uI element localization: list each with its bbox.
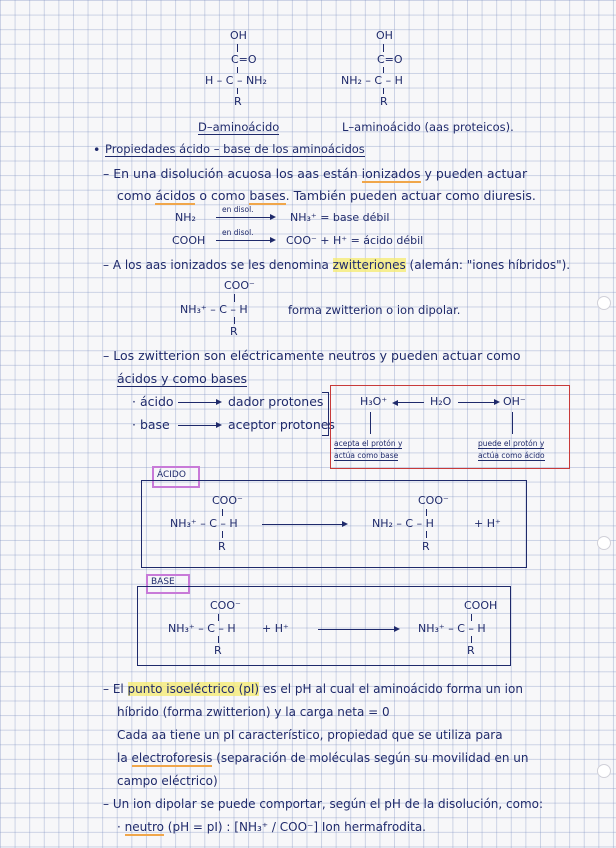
base-right-mid: NH₃⁺ – C – H (418, 622, 486, 635)
bond (237, 88, 238, 94)
para2-zwitteriones: zwitteriones (332, 258, 406, 272)
d-label: D–aminoácido (198, 120, 280, 134)
zw-caption: forma zwitterion o ion dipolar. (288, 303, 461, 317)
d-co: C=O (231, 53, 257, 66)
acid-tag: ÁCIDO (157, 470, 186, 480)
base-left-r: R (214, 644, 222, 657)
l-oh: OH (376, 29, 393, 42)
d-mid: H – C – NH₂ (205, 74, 267, 87)
bond (218, 614, 219, 621)
base-plus: + H⁺ (262, 622, 289, 635)
bullet-base-label: · base (132, 417, 170, 432)
bullet-acido-desc: dador protones (228, 394, 324, 409)
l-mid: NH₂ – C – H (341, 74, 403, 87)
para1-line1-pre: – En una disolución acuosa los aas están (103, 166, 362, 181)
para4-line2: híbrido (forma zwitterion) y la carga neta = 0 (117, 705, 390, 719)
para4-line4 (117, 752, 529, 764)
acid-right-mid: NH₂ – C – H (372, 517, 434, 530)
para1-line2-post: . También pueden actuar como diuresis. (285, 188, 536, 203)
water-left-note-1: acepta el protón y (334, 439, 403, 448)
bond (234, 294, 235, 302)
acid-right-coo: COO⁻ (418, 494, 449, 507)
para3-line1: – Los zwitterion son eléctricamente neutros y pueden actuar como (103, 348, 521, 363)
acid-left-mid: NH₃⁺ – C – H (170, 517, 238, 530)
eq2-arrow-label: en disol. (222, 228, 254, 237)
base-tag: BASE (151, 577, 175, 587)
water-oh: OH⁻ (503, 395, 526, 408)
water-down-right (512, 412, 513, 434)
d-oh: OH (230, 29, 247, 42)
para1-line1-post: y pueden actuar (420, 166, 528, 181)
para2-pre: – A los aas ionizados se les denomina (103, 258, 333, 272)
zw-coo: COO⁻ (224, 279, 255, 292)
bullet-base-desc: aceptor protones (228, 417, 335, 432)
section-title: Propiedades ácido – base de los aminoácidos (105, 142, 365, 156)
para5-line2-post: (pH = pI) : [NH₃⁺ / COO⁻] Ion hermafrodita. (163, 820, 426, 834)
bond (383, 67, 384, 73)
para4-line3: Cada aa tiene un pI característico, propiedad que se utiliza para (117, 728, 503, 742)
bullet-acido-label: · ácido (132, 394, 174, 409)
bullet-bracket (322, 392, 329, 436)
para4-line4-pre: la (117, 751, 132, 765)
binder-hole (597, 536, 611, 550)
eq2-right: COO⁻ + H⁺ = ácido débil (286, 234, 424, 247)
zw-mid: NH₃⁺ – C – H (180, 303, 248, 316)
l-r: R (380, 95, 388, 108)
eq1-right: NH₃⁺ = base débil (290, 211, 390, 224)
bond (218, 636, 219, 643)
bond (222, 531, 223, 538)
para1-bases: bases (249, 188, 286, 203)
para2 (103, 259, 570, 271)
water-down-left (370, 412, 371, 434)
para5-line2 (117, 821, 426, 833)
bond (237, 67, 238, 73)
bond (383, 44, 384, 52)
bond (471, 614, 472, 621)
bond (471, 636, 472, 643)
water-h3o: H₃O⁺ (360, 395, 388, 408)
eq2-left: COOH (172, 234, 206, 247)
para4-line5: campo eléctrico) (117, 774, 218, 788)
base-left-coo: COO⁻ (210, 599, 241, 612)
para4-line1-pre: – El (103, 682, 128, 696)
para1-line2 (117, 190, 536, 203)
para5-neutro: neutro (124, 820, 164, 834)
para5-line1: – Un ion dipolar se puede comportar, según el pH de la disolución, como: (103, 797, 544, 811)
acid-arrow (262, 524, 346, 525)
para2-post: (alemán: "iones híbridos"). (405, 258, 571, 272)
para1-ionizados: ionizados (361, 166, 421, 181)
bullet-dot: • (93, 142, 101, 157)
acid-left-r: R (218, 540, 226, 553)
water-arrow-left (394, 402, 424, 403)
base-right-r: R (467, 644, 475, 657)
bond (383, 88, 384, 94)
bond (237, 44, 238, 52)
water-right-note-1: puede el protón y (478, 439, 545, 448)
para4-electroforesis: electroforesis (131, 751, 213, 765)
acid-left-coo: COO⁻ (212, 494, 243, 507)
base-arrow (318, 629, 398, 630)
para1-acidos: ácidos (155, 188, 196, 203)
eq1-left: NH₂ (175, 211, 196, 224)
base-right-coo: COOH (464, 599, 498, 612)
eq1-arrow-label: en disol. (222, 205, 254, 214)
para4-line1-post: es el pH al cual el aminoácido forma un ion (259, 682, 523, 696)
para1-line2-pre: como (117, 188, 156, 203)
para1-line2-mid: o como (195, 188, 250, 203)
para1-line1 (103, 168, 527, 181)
para4-pi: punto isoeléctrico (pI) (127, 682, 260, 696)
bond (222, 509, 223, 516)
binder-hole (597, 764, 611, 778)
para5-line2-pre: · (117, 820, 125, 834)
bullet-base-arrow (178, 425, 220, 426)
para4-line4-post: (separación de moléculas según su movilidad en un (212, 751, 529, 765)
water-right-note-2: actúa como ácido (478, 451, 545, 460)
bond (426, 531, 427, 538)
water-left-note-2: actúa como base (334, 451, 399, 460)
d-r: R (234, 95, 242, 108)
eq1-arrow (216, 217, 274, 218)
l-co: C=O (377, 53, 403, 66)
para4-line1 (103, 683, 523, 695)
base-left-mid: NH₃⁺ – C – H (168, 622, 236, 635)
bond (234, 317, 235, 324)
eq2-arrow (216, 240, 274, 241)
bullet-acido-arrow (178, 402, 220, 403)
water-arrow-right (458, 402, 498, 403)
bond (426, 509, 427, 516)
l-label: L–aminoácido (aas proteicos). (342, 120, 514, 134)
binder-hole (597, 296, 611, 310)
water-h2o: H₂O (430, 395, 452, 408)
acid-plus: + H⁺ (474, 517, 501, 530)
acid-right-r: R (422, 540, 430, 553)
para3-line2: ácidos y como bases (117, 371, 248, 386)
zw-r: R (230, 325, 238, 338)
